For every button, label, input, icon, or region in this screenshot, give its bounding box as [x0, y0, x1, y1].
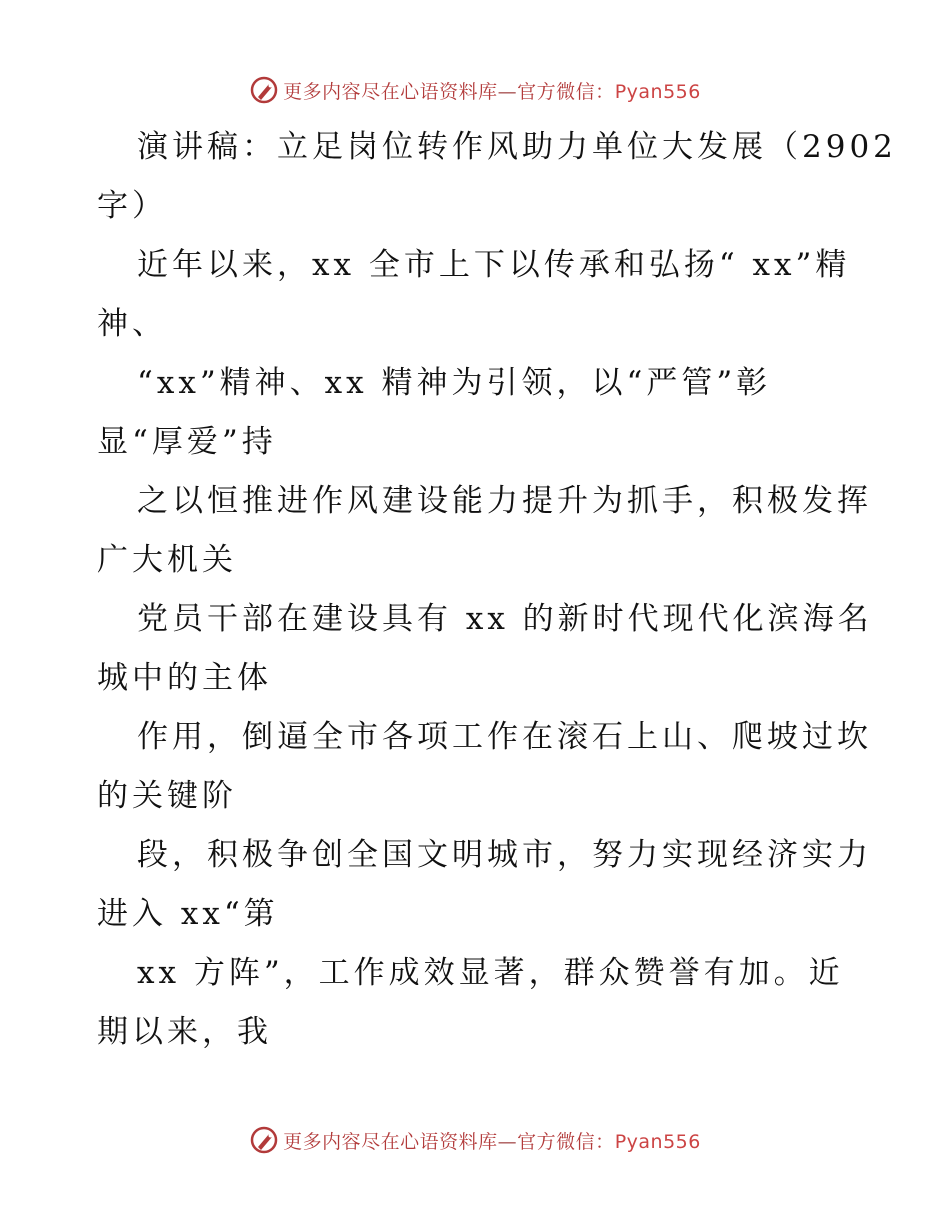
paragraph: xx 方阵”，工作成效显著，群众赞誉有加。近 期以来，我	[97, 955, 844, 1050]
paragraph: 段，积极争创全国文明城市，努力实现经济实力 进入 xx“第	[97, 837, 872, 932]
paragraph: 作用，倒逼全市各项工作在滚石上山、爬坡过坎 的关键阶	[97, 719, 872, 814]
paragraph: “xx”精神、xx 精神为引领，以“严管”彰 显“厚爱”持	[97, 365, 772, 460]
watermark-official: 官方微信：	[517, 1130, 615, 1153]
document-body	[97, 118, 897, 1062]
header-watermark	[0, 70, 950, 110]
watermark-title: 更多内容尽在心语资料库	[283, 1130, 498, 1153]
paragraph: 党员干部在建设具有 xx 的新时代现代化滨海名 城中的主体	[97, 601, 873, 696]
watermark-wechat-id: Pyan556	[614, 1130, 701, 1153]
watermark-dash: —	[497, 1130, 518, 1153]
paragraph: 演讲稿：立足岗位转作风助力单位大发展（2902 字）	[97, 129, 897, 224]
pen-logo-icon	[249, 1125, 279, 1155]
footer-watermark	[0, 1120, 950, 1160]
watermark-text	[283, 77, 701, 104]
watermark-dash: —	[497, 80, 518, 103]
watermark-text	[283, 1127, 701, 1154]
paragraph: 近年以来，xx 全市上下以传承和弘扬“ xx”精 神、	[97, 247, 851, 342]
pen-logo-icon	[249, 75, 279, 105]
watermark-wechat-id: Pyan556	[614, 80, 701, 103]
watermark-title: 更多内容尽在心语资料库	[283, 80, 498, 103]
paragraph: 之以恒推进作风建设能力提升为抓手，积极发挥 广大机关	[97, 483, 872, 578]
watermark-official: 官方微信：	[517, 80, 615, 103]
